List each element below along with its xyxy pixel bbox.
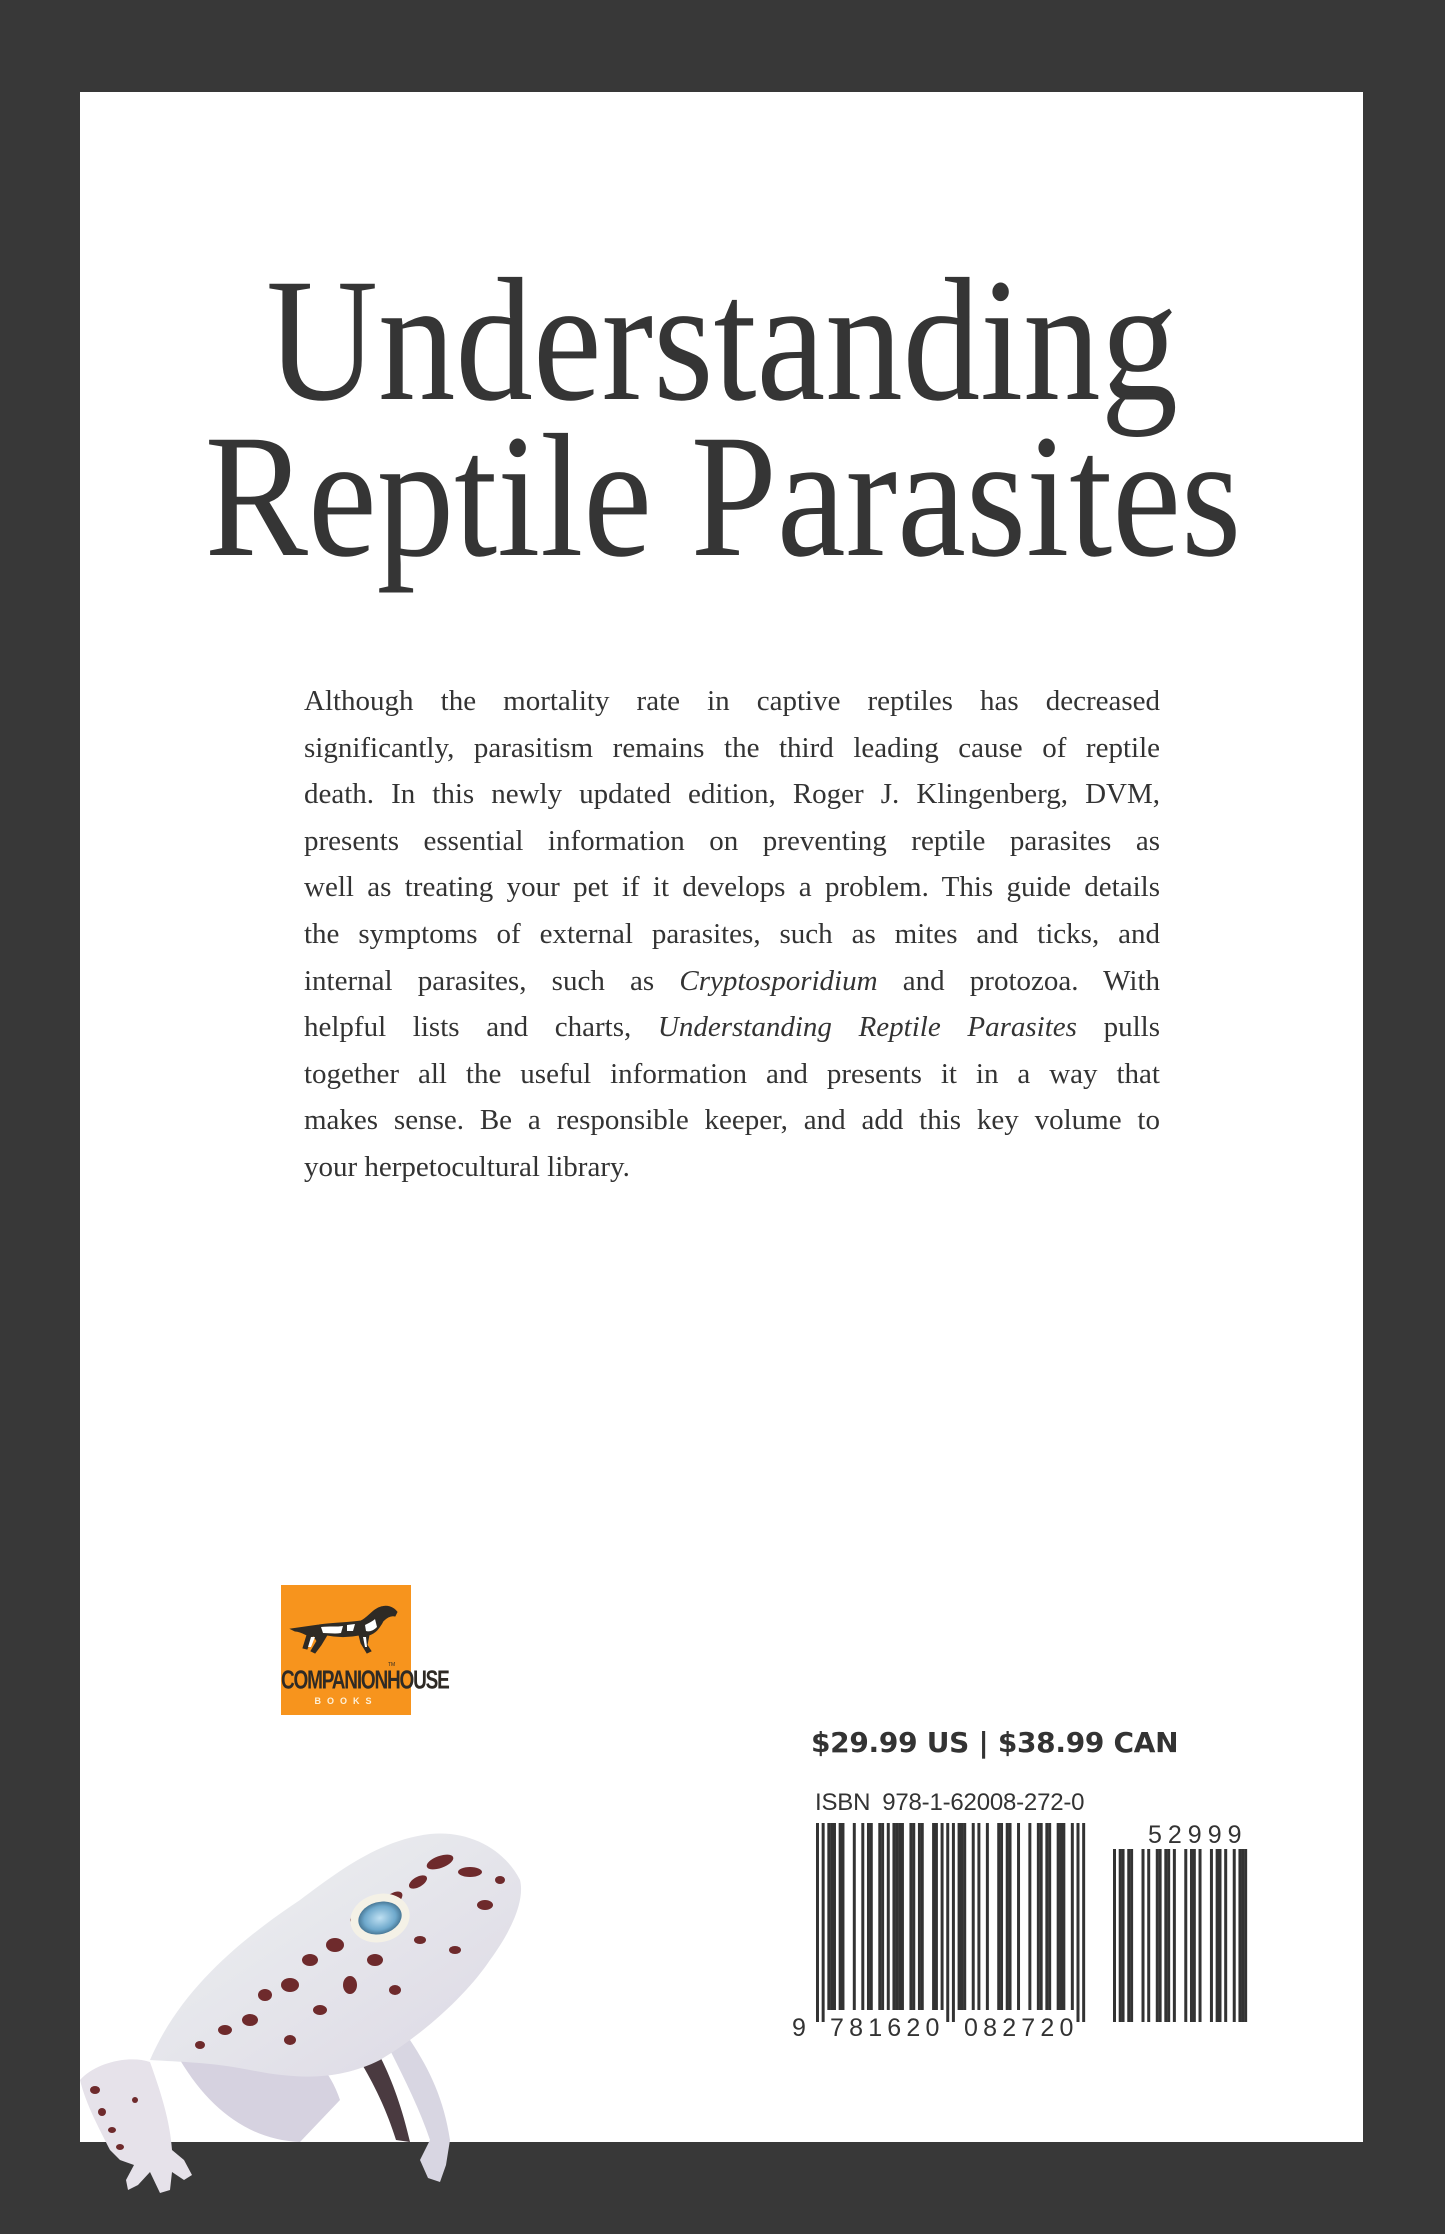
blurb-run: your herpetocultural library. xyxy=(304,1150,630,1183)
barcode-digit-first: 9 xyxy=(792,2014,806,2042)
blurb-run: and protozoa. With xyxy=(877,964,1160,997)
trademark-mark: TM xyxy=(388,1662,396,1668)
blurb-run: helpful lists and charts, xyxy=(304,1011,658,1044)
isbn-label: ISBN xyxy=(815,1789,871,1816)
blurb-italic-run: Understanding Reptile Parasites xyxy=(657,1011,1077,1044)
blurb-run: death. In this newly updated edition, Roger J. Klingenberg, DVM, xyxy=(304,778,1160,811)
blurb-run: Although the mortality rate in captive reptiles has decreased xyxy=(304,685,1160,717)
barcode-digits-right: 082720 xyxy=(964,2014,1079,2042)
publisher-name: COMPANIONHOUSE xyxy=(281,1667,449,1696)
publisher-sub: BOOKS xyxy=(314,1696,378,1706)
price-label: $29.99 US | $38.99 CAN xyxy=(811,1726,1179,1759)
blurb-run: the symptoms of external parasites, such as mites and ticks, and xyxy=(304,917,1160,950)
blurb-run: pulls xyxy=(1076,1011,1160,1044)
title-text-2: Reptile Parasites xyxy=(204,399,1241,594)
blurb-run: significantly, parasitism remains the third leading cause of reptile xyxy=(304,731,1160,764)
blurb-run: presents essential information on preventing reptile parasites as xyxy=(304,824,1160,857)
blurb-run: internal parasites, such as xyxy=(304,964,680,997)
blurb-italic-run: Cryptosporidium xyxy=(679,964,878,997)
blurb-run: makes sense. Be a responsible keeper, and add this key volume to xyxy=(304,1104,1160,1137)
addon-digits: 52999 xyxy=(1148,1821,1248,1849)
title-text-1: Understanding xyxy=(266,243,1179,438)
barcode-digits-left: 781620 xyxy=(830,2014,945,2042)
isbn-number: 978-1-62008-272-0 xyxy=(882,1789,1085,1816)
blurb-run: together all the useful information and presents it in a way that xyxy=(304,1057,1160,1090)
blurb-run: well as treating your pet if it develops a problem. This guide details xyxy=(304,871,1160,904)
